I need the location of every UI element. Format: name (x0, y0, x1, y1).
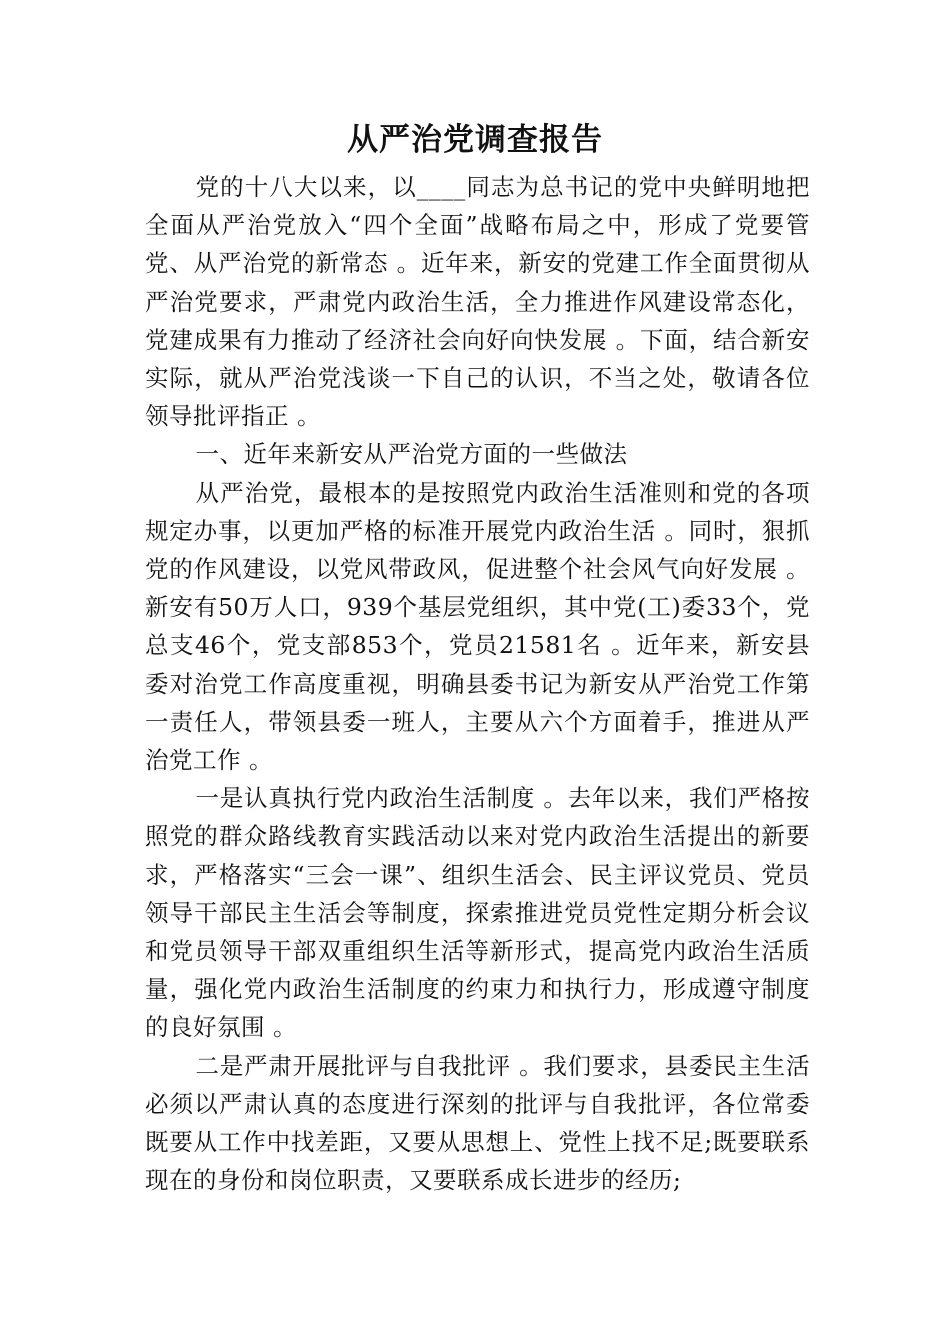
section-heading-1: 一、近年来新安从严治党方面的一些做法 (195, 440, 628, 469)
paragraph-section-1-overview: 从严治党，最根本的是按照党内政治生活准则和党的各项规定办事，以更加严格的标准开展党内政治生活 。同时，狠抓党的作风建设，以党风带政风，促进整个社会风气向好发展 。新安有50万人口，939个基层党组织，其中党(工)委33个，党总支46个，党支部853个，党员21581名 。近年来，新安县委对治党工作高度重视，明确县委书记为新安从严治党工作第一责任人，带领县委一班人，主要从六个方面着手，推进从严治党工作 。 (145, 478, 810, 775)
document-title: 从严治党调查报告 (347, 122, 603, 158)
paragraph-point-2: 二是严肃开展批评与自我批评 。我们要求，县委民主生活必须以严肃认真的态度进行深刻的批评与自我批评，各位常委既要从工作中找差距，又要从思想上、党性上找不足;既要联系现在的身份和岗位职责，又要联系成长进步的经历; (145, 1051, 810, 1195)
paragraph-intro: 党的十八大以来，以____同志为总书记的党中央鲜明地把全面从严治党放入“四个全面”战略布局之中，形成了党要管党、从严治党的新常态 。近年来，新安的党建工作全面贯彻从严治党要求，严肃党内政治生活，全力推进作风建设常态化，党建成果有力推动了经济社会向好向快发展 。下面，结合新安实际，就从严治党浅谈一下自己的认识，不当之处，敬请各位领导批评指正 。 (145, 173, 810, 431)
paragraph-point-1: 一是认真执行党内政治生活制度 。去年以来，我们严格按照党的群众路线教育实践活动以来对党内政治生活提出的新要求，严格落实“三会一课”、组织生活会、民主评议党员、党员领导干部民主生活会等制度，探索推进党员党性定期分析会议和党员领导干部双重组织生活等新形式，提高党内政治生活质量，强化党内政治生活制度的约束力和执行力，形成遵守制度的良好氛围 。 (145, 784, 810, 1042)
document-body (145, 168, 810, 1199)
